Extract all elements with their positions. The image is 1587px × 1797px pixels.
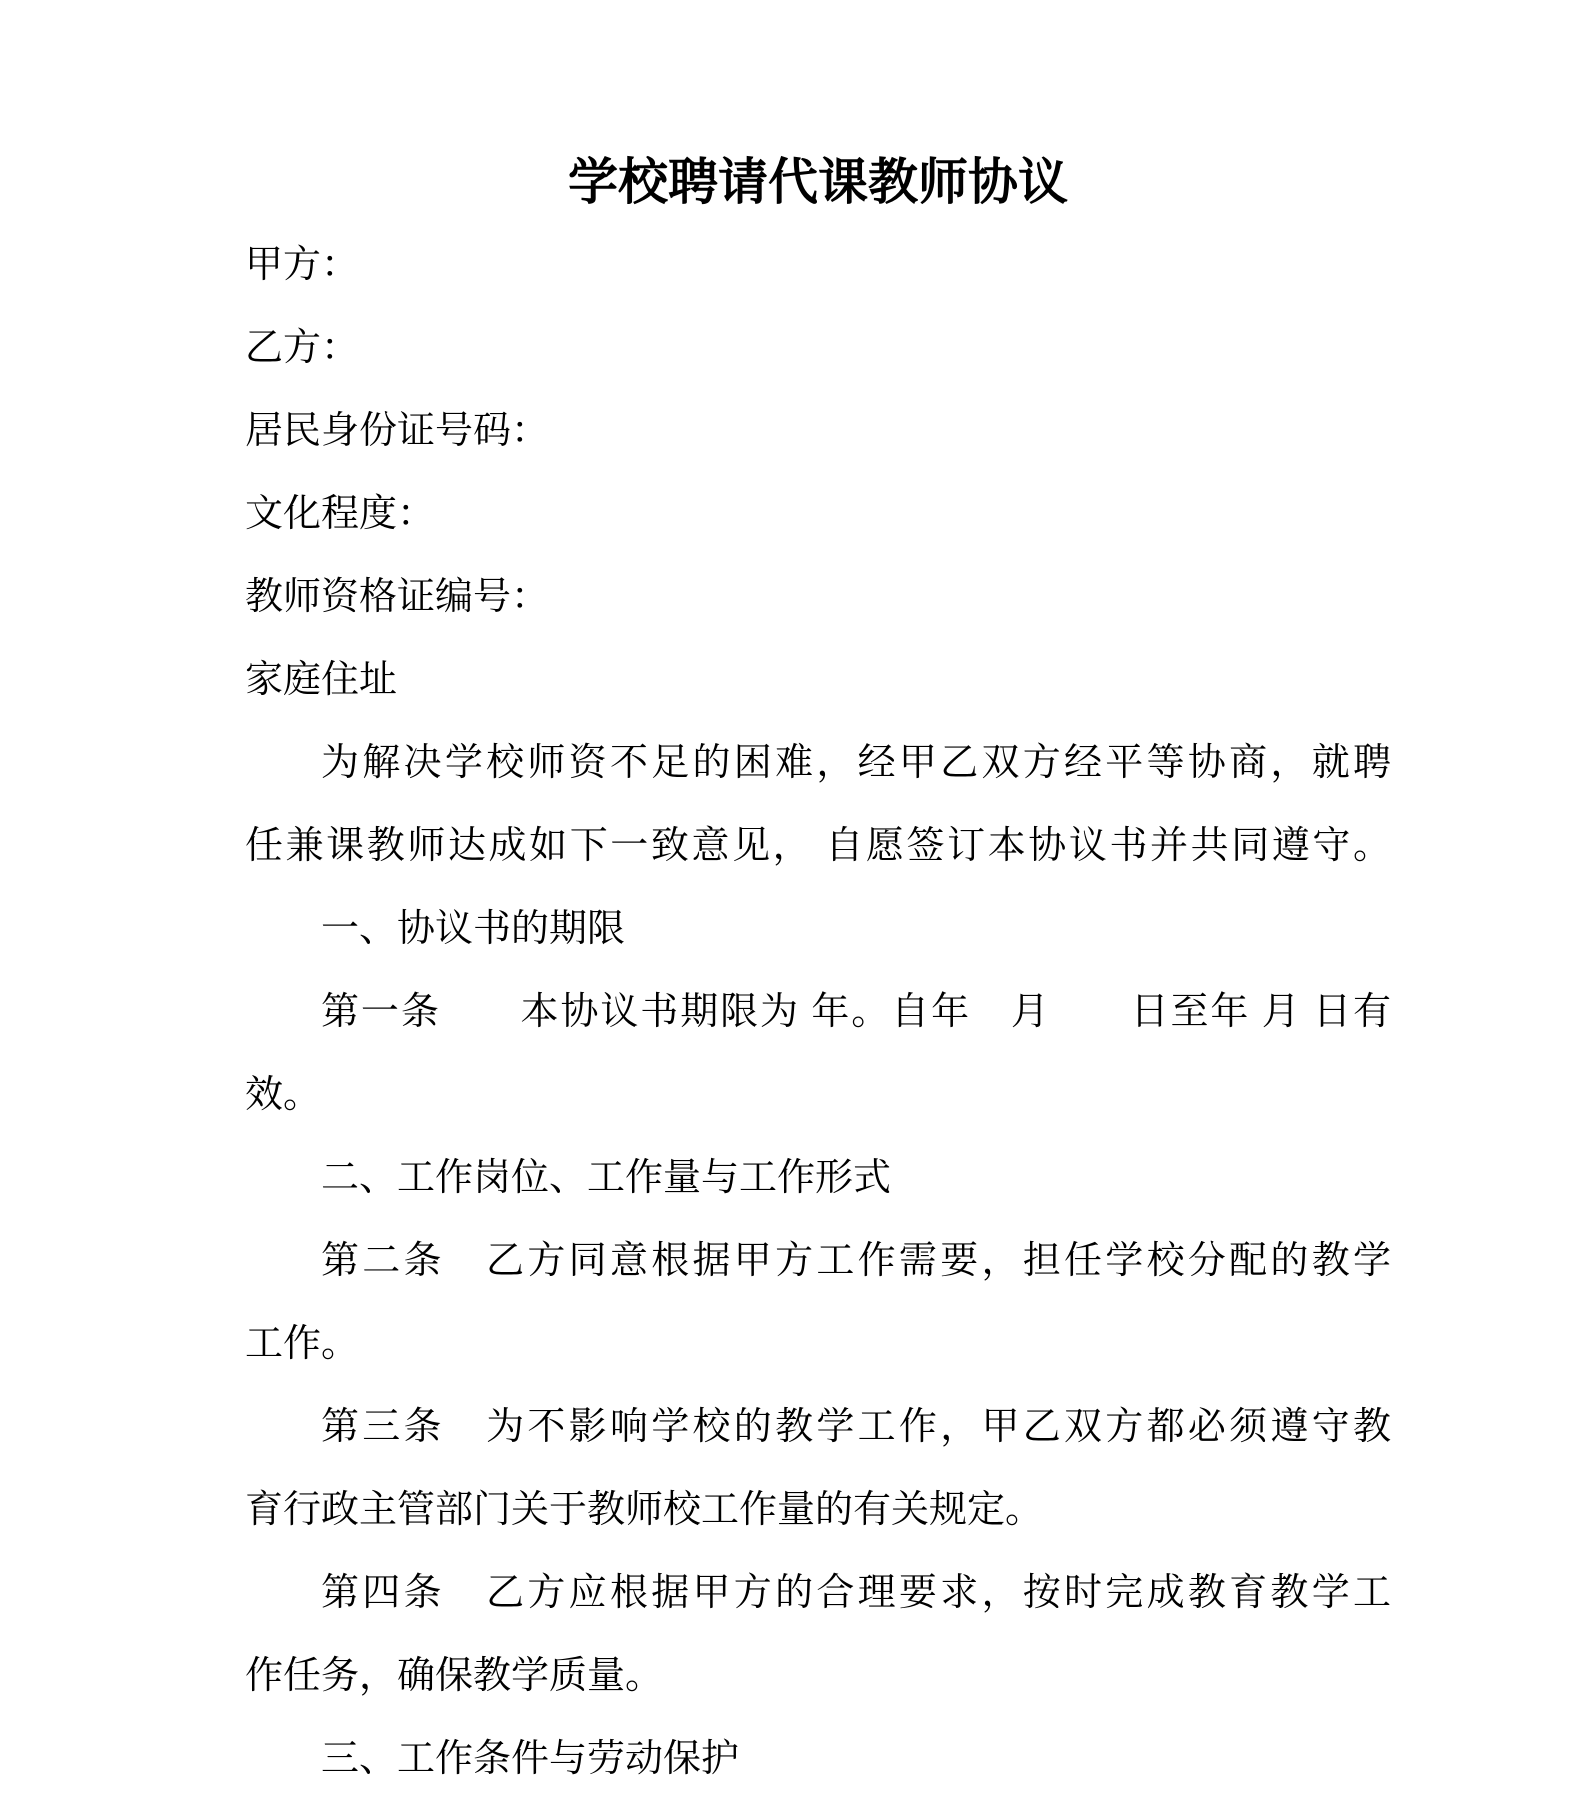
line-education-level: 文化程度： [245,493,436,535]
line-preamble-1: 为解决学校师资不足的困难，经甲乙双方经平等协商，就聘 [321,742,1391,784]
line-party-a: 甲方： [245,244,360,286]
line-section-3-heading: 三、工作条件与劳动保护 [321,1738,740,1780]
line-article-3-part-2: 育行政主管部门关于教师校工作量的有关规定。 [245,1489,1044,1531]
line-teacher-cert-number: 教师资格证编号： [245,576,550,618]
document-content [245,141,1391,1797]
line-article-4-part-2: 作任务，确保教学质量。 [245,1655,664,1697]
line-party-b: 乙方： [245,327,360,369]
line-preamble-2: 任兼课教师达成如下一致意见， 自愿签订本协议书并共同遵守。 [245,825,1391,867]
line-id-number: 居民身份证号码： [245,410,550,452]
line-article-2-part-1: 第二条 乙方同意根据甲方工作需要，担任学校分配的教学 [321,1240,1391,1282]
line-article-4-part-1: 第四条 乙方应根据甲方的合理要求，按时完成教育教学工 [321,1572,1391,1614]
line-home-address: 家庭住址 [245,659,398,701]
line-article-3-part-1: 第三条 为不影响学校的教学工作，甲乙双方都必须遵守教 [321,1406,1391,1448]
line-article-2-part-2: 工作。 [245,1323,360,1365]
line-section-1-heading: 一、协议书的期限 [321,908,626,950]
line-article-1-part-1: 第一条 本协议书期限为 年。自年 月 日至年 月 日有 [321,991,1391,1033]
document-title: 学校聘请代课教师协议 [568,154,1068,210]
line-article-1-part-2: 效。 [245,1074,322,1116]
line-section-2-heading: 二、工作岗位、工作量与工作形式 [321,1157,892,1199]
